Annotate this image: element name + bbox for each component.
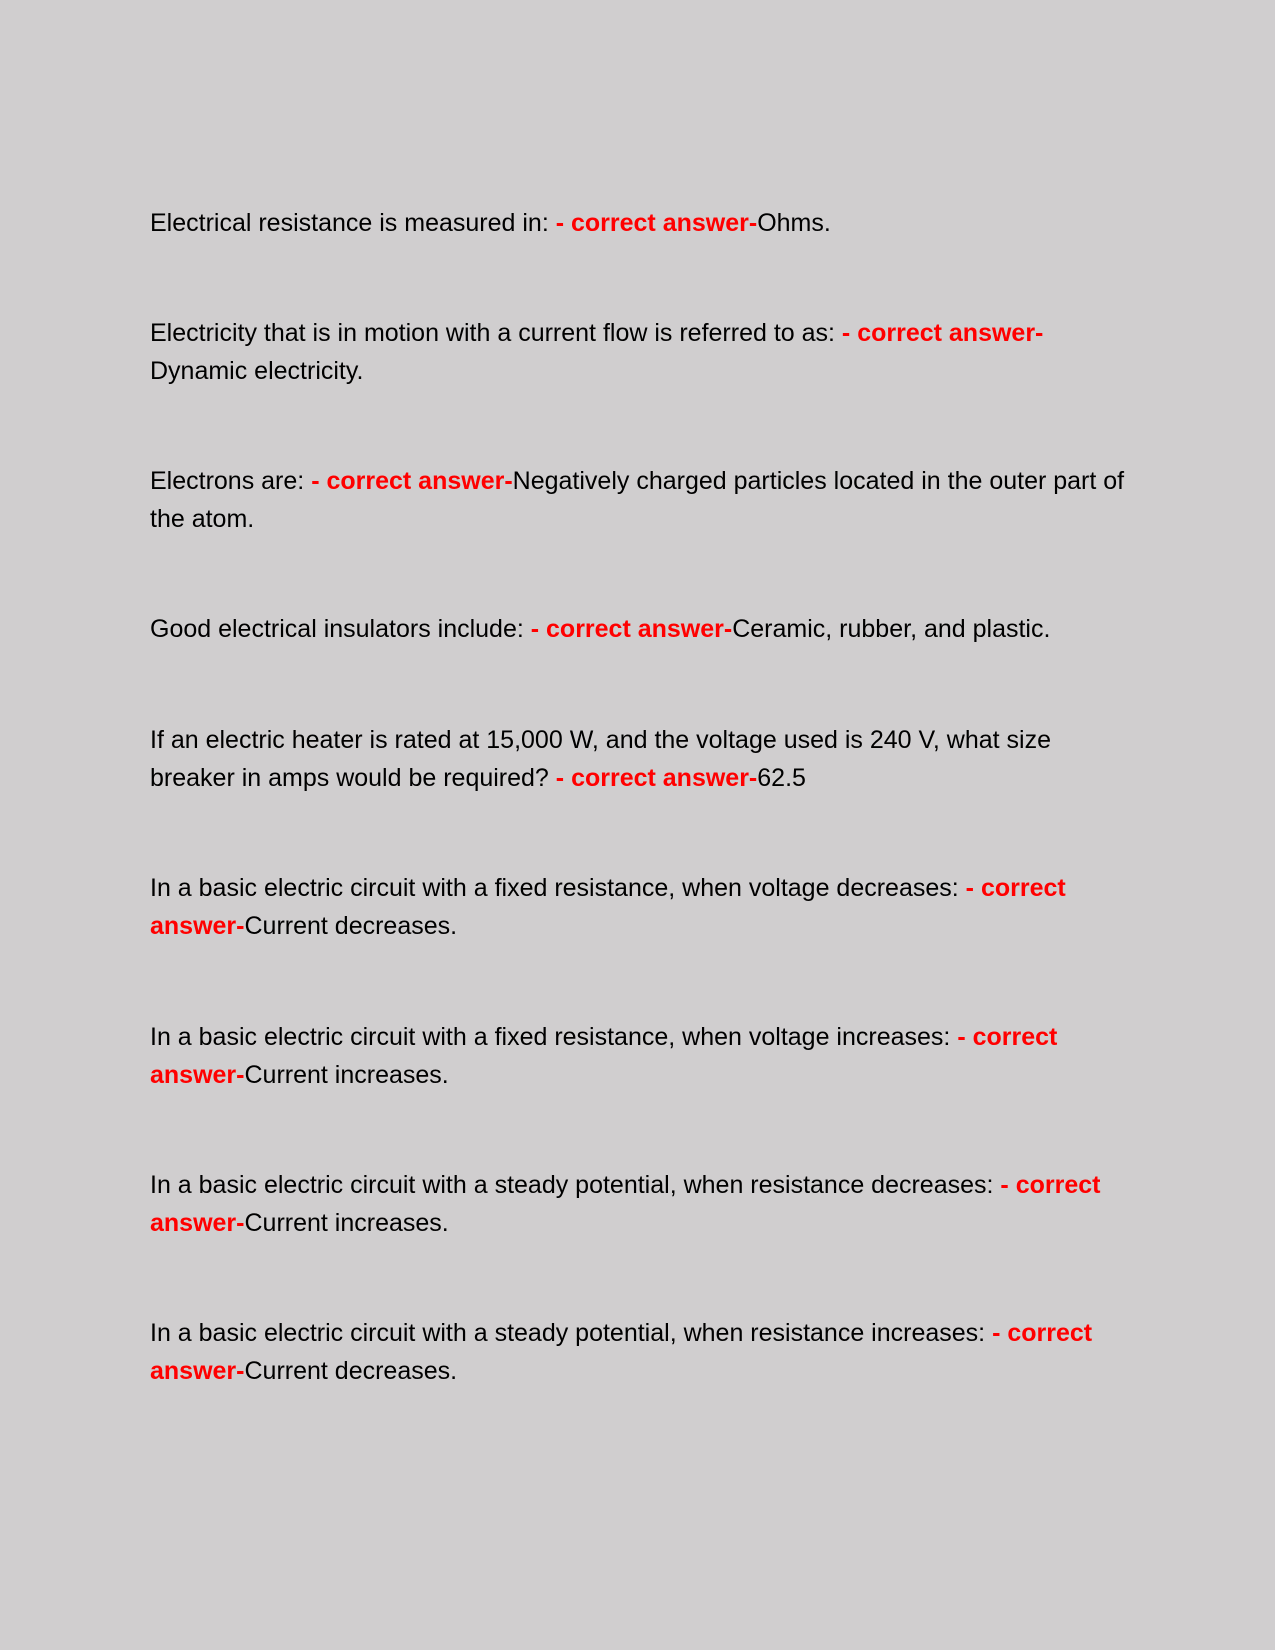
correct-answer-marker: - correct answer- [150,1319,1093,1385]
answer-text: Negatively charged particles located in the outer part of the atom. [150,467,1125,533]
correct-answer-marker: - correct answer- [555,764,758,792]
question-text: In a basic electric circuit with a steady potential, when resistance increases: [150,1319,993,1347]
correct-answer-marker: - correct answer- [150,874,1066,940]
qa-item [150,1314,1130,1390]
qa-item [150,721,1130,797]
qa-item [150,1018,1130,1094]
question-text: Electrons are: [150,467,312,495]
question-text: Good electrical insulators include: [150,615,531,643]
correct-answer-marker: - correct answer- [841,319,1044,347]
question-text: Electrical resistance is measured in: [150,209,556,237]
answer-text: Dynamic electricity. [150,357,364,385]
qa-item [150,462,1130,538]
answer-text: Current increases. [244,1209,449,1237]
question-text: In a basic electric circuit with a fixed resistance, when voltage increases: [150,1023,958,1051]
qa-item [150,1166,1130,1242]
question-text: Electricity that is in motion with a current flow is referred to as: [150,319,842,347]
correct-answer-marker: - correct answer- [150,1023,1058,1089]
correct-answer-marker: - correct answer- [150,1171,1101,1237]
qa-item [150,314,1130,390]
correct-answer-marker: - correct answer- [555,209,758,237]
correct-answer-marker: - correct answer- [530,615,733,643]
qa-item [150,610,1130,648]
question-text: In a basic electric circuit with a fixed resistance, when voltage decreases: [150,874,966,902]
answer-text: Current increases. [244,1061,449,1089]
answer-text: Ohms. [757,209,831,237]
answer-text: Current decreases. [244,912,458,940]
answer-text: Ceramic, rubber, and plastic. [732,615,1051,643]
answer-text: Current decreases. [244,1357,458,1385]
answer-text: 62.5 [757,764,806,792]
question-text: If an electric heater is rated at 15,000 W, and the voltage used is 240 V, what size breaker in amps would be required? [150,726,1052,792]
qa-item [150,204,1130,242]
question-text: In a basic electric circuit with a steady potential, when resistance decreases: [150,1171,1001,1199]
correct-answer-marker: - correct answer- [311,467,513,495]
qa-item [150,869,1130,945]
